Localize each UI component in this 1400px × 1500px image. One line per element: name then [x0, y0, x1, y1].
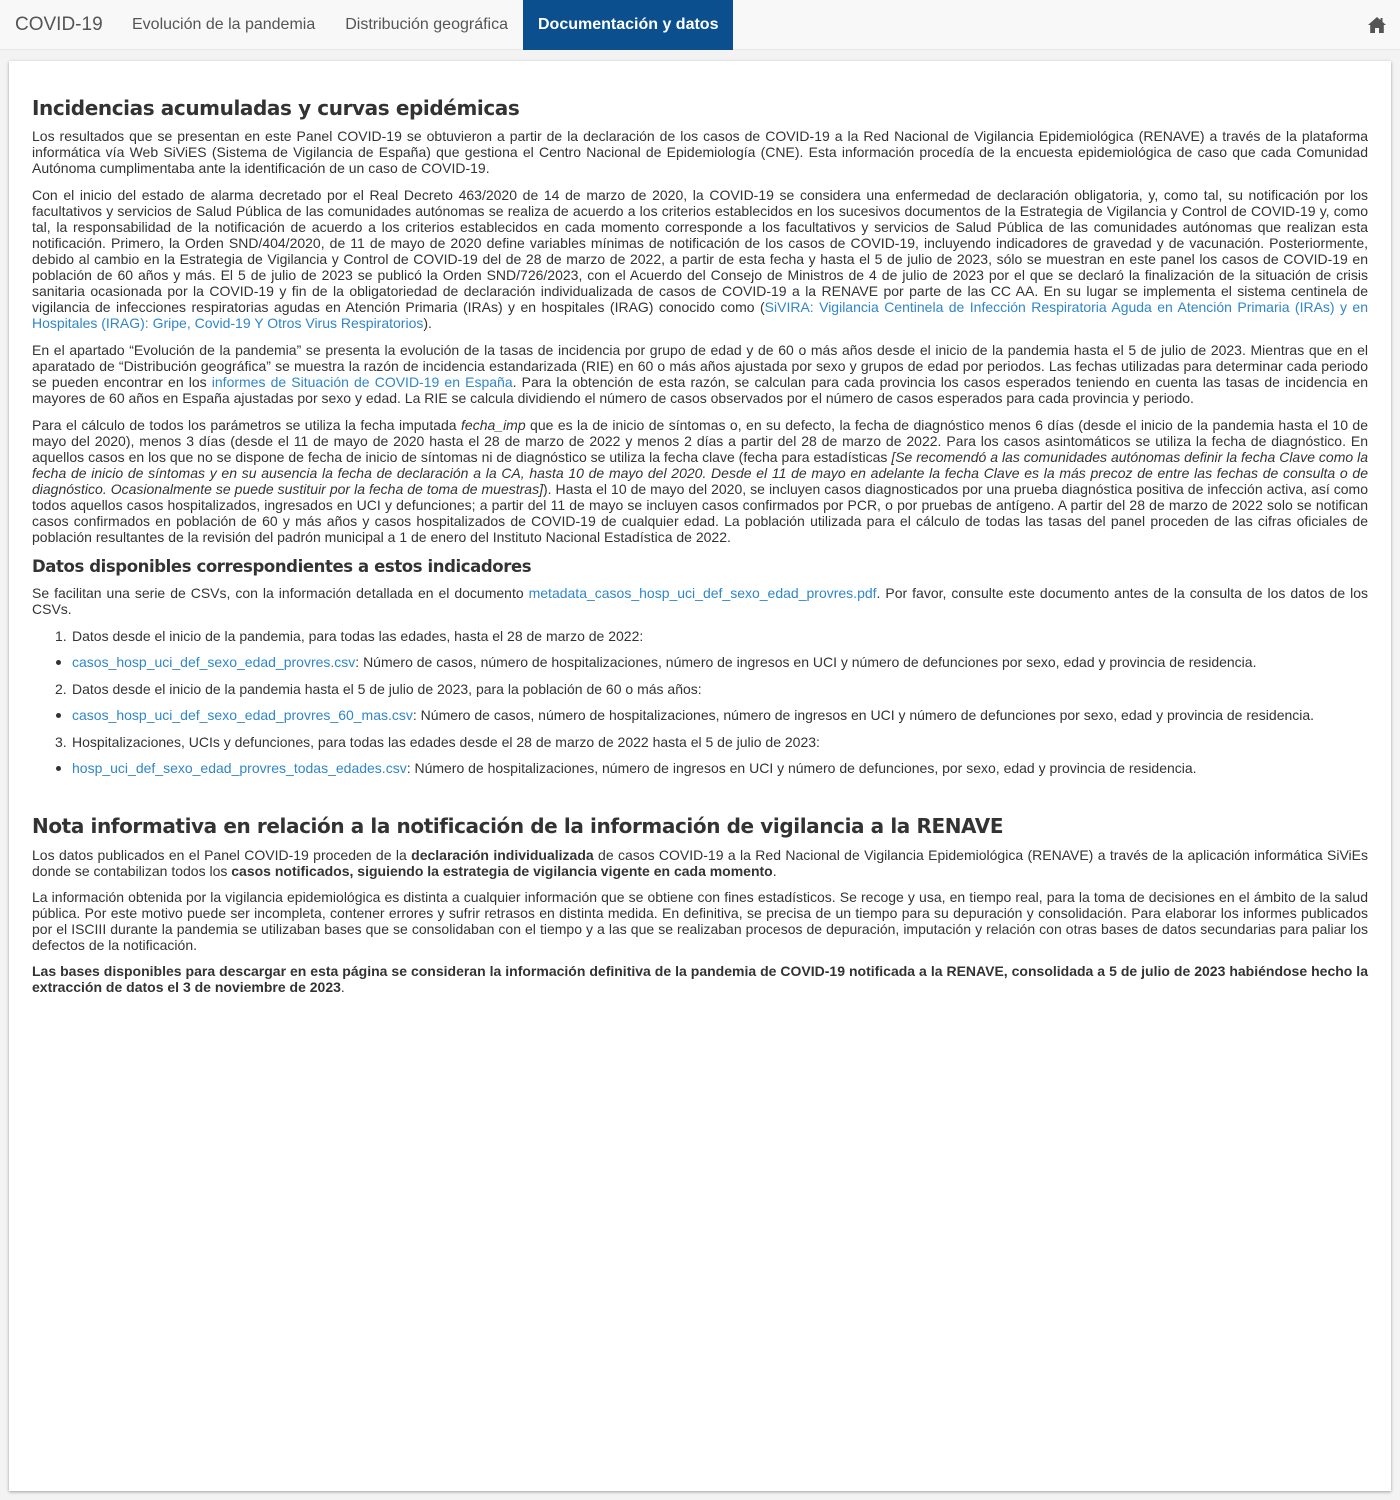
- paragraph-csvs-text-b: . Por favor, consulte este documento antes de la consulta de los datos de los CSVs.: [32, 585, 1368, 617]
- list-number: 1.: [55, 628, 67, 644]
- csv-desc: : Número de casos, número de hospitalizaciones, número de ingresos en UCI y número de defunciones por sexo, edad y provincia de residencia.: [412, 707, 1315, 723]
- paragraph-vigilancia: La información obtenida por la vigilancia epidemiológica es distinta a cualquier información que se obtiene con fines estadísticos. Se recoge y usa, en tiempo real, para la toma de decisiones en el ámbito de la salud pública. Por este motivo puede ser incompleta, contener errores y sufrir retrasos en distinta medida. En definitiva, se precisa de un tiempo para su depuración y consolidación. Para elaborar los informes publicados por el ISCIII durante la pandemia se utilizaban bases que se consolidaban con el tiempo y a las que se realizaban procesos de depuración, imputación y relación con otras bases de datos secundarias para paliar los defectos de la notificación.: [32, 889, 1368, 953]
- paragraph-csvs: [32, 585, 1368, 617]
- tab-documentacion[interactable]: Documentación y datos: [523, 0, 733, 50]
- paragraph-parametros-text-b: que es la de inicio de síntomas o, en su defecto, la fecha de diagnóstico menos 6 días (desde el inicio de la pandemia hasta el 10 de mayo del 2020), menos 3 días (desde el 11 de mayo de 2020 hasta el 28 de marzo de 2022 y menos 2 días a partir del 28 de marzo de 2022. Para los casos asintomáticos se utiliza la fecha de diagnóstico. En aquellos casos en los que no se dispone de fecha de inicio de síntomas ni de diagnóstico se utiliza la fecha clave (fecha para estadísticas: [32, 417, 1368, 465]
- paragraph-datos-publicados-text-a: Los datos publicados en el Panel COVID-19 proceden de la: [32, 847, 412, 863]
- bases-disponibles-bold: Las bases disponibles para descargar en esta página se consideran la información definitiva de la pandemia de COVID-19 notificada a la RENAVE, consolidada a 5 de julio de 2023 habiéndose hecho la extracción de datos el 3 de noviembre de 2023: [32, 963, 1368, 995]
- nav-tabs: [117, 0, 733, 50]
- paragraph-datos-publicados-text-c: de casos COVID-19 a la Red Nacional de Vigilancia Epidemiológica (RENAVE) a través de la aplicación informática SiViEs donde se contabilizan todos los: [32, 847, 1368, 879]
- sivira-link[interactable]: SiVIRA: Vigilancia Centinela de Infección Respiratoria Aguda en Atención Primaria (IRAs) y en Hospitales (IRAG): Gripe, Covid-19 Y Otros Virus Respiratorios: [32, 299, 1369, 331]
- casos-notificados-bold: casos notificados, siguiendo la estrategia de vigilancia vigente en cada momento: [231, 863, 773, 879]
- brand-title[interactable]: COVID-19: [15, 14, 103, 35]
- section-title-datos: Datos disponibles correspondientes a estos indicadores: [32, 557, 532, 576]
- list-item-text: Datos desde el inicio de la pandemia, para todas las edades, hasta el 28 de marzo de 2022:: [72, 628, 644, 644]
- paragraph-estado-alarma: [32, 187, 1368, 331]
- paragraph-evolucion-text-a: En el apartado “Evolución de la pandemia” se presenta la evolución de la tasas de incidencia por grupo de edad y de 60 o más años desde el inicio de la pandemia hasta el 5 de julio de 2023. Mientras que en el aparatado de “Distribución geográfica” se muestra la razón de incidencia estandarizada (RIE) en 60 o más años ajustada por sexo y grupos de edad por periodos. Las fechas utilizadas para determinar cada periodo se pueden encontrar en los: [32, 342, 1368, 390]
- paragraph-bases-end: .: [340, 979, 345, 995]
- paragraph-bases-disponibles: [32, 963, 1368, 995]
- paragraph-parametros-text-c: ). Hasta el 10 de mayo del 2020, se incluyen casos diagnosticados por una prueba diagnóstica positiva de infección activa, así como todos aquellos casos hospitalizados, ingresados en UCI y defunciones; a partir del 11 de mayo se incluyen casos confirmados por PCR, o por pruebas de antígeno. A partir del 28 de marzo de 2022 solo se notifican casos confirmados en población de 60 y más años y casos hospitalizados de COVID-19 de cualquier edad. La población utilizada para el cálculo de todas las tasas del panel proceden de las cifras oficiales de población resultantes de la revisión del padrón municipal a 1 de enero del Instituto Nacional Estadística de 2022.: [32, 481, 1369, 545]
- declaracion-individualizada-bold: declaración individualizada: [411, 847, 594, 863]
- content-panel: [9, 61, 1391, 1491]
- home-icon[interactable]: [1368, 17, 1386, 33]
- paragraph-resultados: Los resultados que se presentan en este Panel COVID-19 se obtuvieron a partir de la declaración de los casos de COVID-19 a la Red Nacional de Vigilancia Epidemiológica (RENAVE) a través de la plataforma informática vía Web SiViES (Sistema de Vigilancia de España) que gestiona el Centro Nacional de Epidemiología (CNE). Esta información procedía de la encuesta epidemiológica de caso que cada Comunidad Autónoma cumplimentaba ante la identificación de un caso de COVID-19.: [32, 128, 1368, 176]
- paragraph-datos-publicados: [32, 847, 1368, 879]
- list-item-text: Hospitalizaciones, UCIs y defunciones, para todas las edades desde el 28 de marzo de 2022 hasta el 5 de julio de 2023:: [72, 734, 820, 750]
- top-navbar: [0, 0, 1400, 50]
- fecha-imp-term: fecha_imp: [461, 417, 526, 433]
- csv-item-3: [32, 760, 1368, 776]
- csv-link-hosp-todas-edades[interactable]: hosp_uci_def_sexo_edad_provres_todas_edades.csv: [72, 760, 407, 776]
- paragraph-estado-alarma-text: Con el inicio del estado de alarma decretado por el Real Decreto 463/2020 de 14 de marzo de 2020, la COVID-19 se considera una enfermedad de declaración obligatoria, y, como tal, su notificación por los facultativos y servicios de Salud Pública de las comunidades autónomas se realiza de acuerdo a los criterios establecidos en los sucesivos documentos de la Estrategia de Vigilancia y Control de COVID-19 y, como tal, la responsabilidad de la notificación de acuerdo a los criterios establecidos en cada momento corresponde a los facultativos y servicios de Salud Pública de las comunidades autónomas que realizan esta notificación. Primero, la Orden SND/404/2020, de 11 de mayo de 2020 define variables mínimas de notificación de los casos de COVID-19, incluyendo indicadores de gravedad y de vacunación. Posteriormente, debido al cambio en la Estrategia de Vigilancia y Control de COVID-19 del de 28 de marzo de 2022, a partir de esta fecha y hasta el 5 de julio de 2023, sólo se muestran en este panel los casos de COVID-19 en población de 60 años y más. El 5 de julio de 2023 se publicó la Orden SND/726/2023, con el Acuerdo del Consejo de Ministros de 4 de julio de 2023 por el que se declaró la finalización de la situación de crisis sanitaria ocasionada por la COVID-19 y fin de la obligatoriedad de declaración individualizada de casos de COVID-19 a la RENAVE por parte de las CC AA. En su lugar se implementa el sistema centinela de vigilancia de infecciones respiratorias agudas en Atención Primaria (IRAs) y en hospitales (IRAG) conocido como (: [32, 187, 1368, 315]
- fecha-clave-note: [Se recomendó a las comunidades autónomas definir la fecha Clave como la fecha de inicio de síntomas y en su ausencia la fecha de declaración a la CA, hasta 10 de mayo del 2020. Desde el 11 de mayo en adelante la fecha Clave es la más precoz de entre las fechas de consulta o de diagnóstico. Ocasionalmente se puede sustituir por la fecha de toma de muestras]: [32, 449, 1368, 497]
- list-number: 2.: [55, 681, 67, 697]
- paragraph-evolucion-text-b: . Para la obtención de esta razón, se calculan para cada provincia los casos esperados teniendo en cuenta las tasas de incidencia en mayores de 60 años en España ajustadas por sexo y edad. La RIE se calcula dividiendo el número de casos observados por el número de casos esperados para cada provincia y periodo.: [32, 374, 1368, 406]
- paragraph-parametros: [32, 417, 1368, 545]
- tab-evolucion[interactable]: Evolución de la pandemia: [132, 16, 316, 33]
- paragraph-datos-publicados-end: .: [772, 863, 777, 879]
- csv-link-casos-60-mas[interactable]: casos_hosp_uci_def_sexo_edad_provres_60_mas.csv: [72, 707, 413, 723]
- csv-desc: : Número de casos, número de hospitalizaciones, número de ingresos en UCI y número de defunciones por sexo, edad y provincia de residencia.: [355, 654, 1257, 670]
- list-item-text: Datos desde el inicio de la pandemia hasta el 5 de julio de 2023, para la población de 60 o más años:: [72, 681, 702, 697]
- list-item-2: [32, 681, 1368, 697]
- list-item-1: [32, 628, 1368, 644]
- tab-distribucion[interactable]: Distribución geográfica: [345, 16, 508, 33]
- paragraph-csvs-text-a: Se facilitan una serie de CSVs, con la información detallada en el documento: [32, 585, 529, 601]
- paragraph-parametros-text-a: Para el cálculo de todos los parámetros se utiliza la fecha imputada: [32, 417, 462, 433]
- csv-desc: : Número de hospitalizaciones, número de ingresos en UCI y número de defunciones, por sexo, edad y provincia de residencia.: [406, 760, 1197, 776]
- paragraph-evolucion: [32, 342, 1368, 406]
- metadata-pdf-link[interactable]: metadata_casos_hosp_uci_def_sexo_edad_provres.pdf: [528, 585, 877, 601]
- csv-item-2: [32, 707, 1368, 723]
- list-number: 3.: [55, 734, 67, 750]
- content-body: [32, 61, 1368, 995]
- informes-situacion-link[interactable]: informes de Situación de COVID-19 en España: [211, 374, 513, 390]
- csv-item-1: [32, 654, 1368, 670]
- csv-link-casos[interactable]: casos_hosp_uci_def_sexo_edad_provres.csv: [72, 654, 356, 670]
- section-title-incidencias: Incidencias acumuladas y curvas epidémicas: [32, 96, 520, 120]
- paragraph-estado-alarma-end: ).: [423, 315, 432, 331]
- section-title-nota: Nota informativa en relación a la notificación de la información de vigilancia a la RENAVE: [32, 814, 1004, 838]
- list-item-3: [32, 734, 1368, 750]
